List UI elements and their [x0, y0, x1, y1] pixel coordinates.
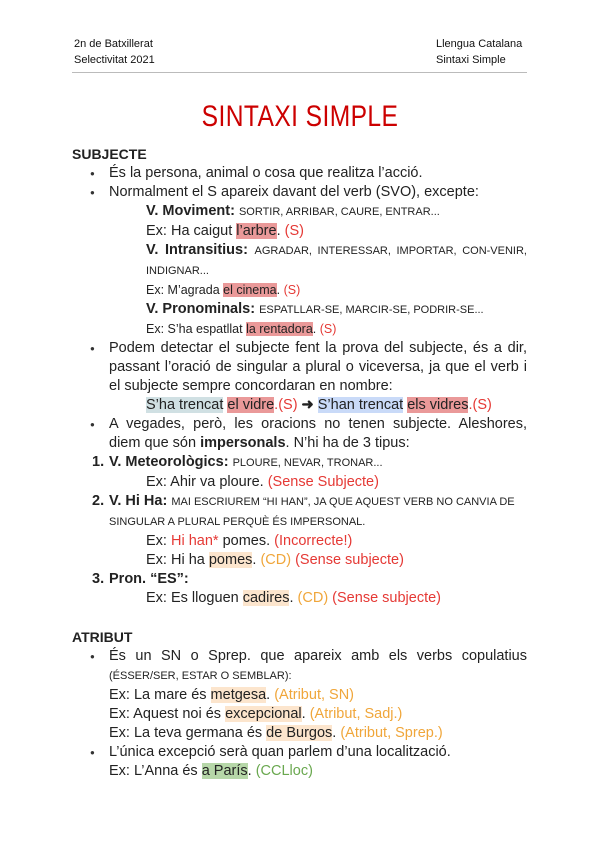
highlight-atribut: excepcional: [225, 706, 302, 722]
rule-text: MAI ESCRIUREM “HI HAN”, JA QUE AQUEST VERB NO CANVIA DE SINGULAR A PLURAL PERQUÈ ÉS IMPERSONAL.: [109, 496, 515, 528]
example-punct: .: [276, 283, 281, 297]
pron-es-example: [72, 589, 527, 608]
highlight-object: cadires: [242, 590, 290, 606]
example-punct: .: [332, 725, 337, 741]
incorrect-form: Hi han*: [170, 533, 219, 549]
example-punct: .: [266, 687, 271, 703]
highlight-subject: l’arbre: [236, 223, 277, 239]
function-tag: .(S): [468, 397, 492, 413]
item-number: 2.: [92, 493, 105, 509]
function-tag: (Incorrecte!): [270, 533, 353, 549]
section-heading-atribut: ATRIBUT: [72, 629, 133, 645]
atribut-example-3: [72, 724, 527, 743]
example-text: Ex:: [146, 533, 171, 549]
subject-test-example: [72, 396, 527, 415]
bullet-text: És un SN o Sprep. que apareix amb els verbs copulatius: [109, 648, 527, 664]
atribut-example-4: [72, 762, 527, 781]
header-subject: Llengua Catalana: [436, 38, 523, 50]
numbered-item-3: [72, 570, 527, 589]
example-text: Ex: La mare és: [109, 687, 211, 703]
numbered-item-1: [72, 453, 527, 473]
bullet-text: . N’hi ha de 3 tipus:: [285, 435, 410, 451]
function-tag: (S): [316, 322, 337, 336]
verb-type-label: V. Intransitius:: [146, 242, 248, 258]
verb-list: ESPATLLAR-SE, MARCIR-SE, PODRIR-SE...: [259, 304, 484, 316]
function-tag: (CD): [293, 590, 329, 606]
atribut-example-1: [72, 686, 527, 705]
header-left: [74, 36, 155, 68]
item-number: 1.: [92, 454, 105, 470]
highlight-subject: el cinema: [223, 283, 277, 297]
section-heading-subjecte: SUBJECTE: [72, 146, 147, 162]
bullet-impersonals: [72, 415, 527, 453]
example-punct: .: [276, 223, 281, 239]
highlight-subject: el vidre: [227, 397, 275, 413]
bullet-definition: [72, 164, 527, 183]
example-punct: .: [252, 552, 257, 568]
item-number: 3.: [92, 571, 105, 587]
bullet-atribut-exception: [72, 743, 527, 762]
example-punct: .: [289, 590, 294, 606]
highlight-object: pomes: [208, 552, 253, 568]
verb-list: (ÉSSER/SER, ESTAR O SEMBLAR):: [109, 670, 292, 682]
highlight-subject: la rentadora: [246, 322, 313, 336]
meteorologics-example: [72, 473, 527, 492]
example-punct: .: [247, 763, 252, 779]
pronominals-example: [72, 320, 527, 339]
highlight-subject: els vidres: [407, 397, 469, 413]
highlight-atribut: metgesa: [210, 687, 267, 703]
example-text: Ex: La teva germana és: [109, 725, 267, 741]
highlight-atribut: de Burgos: [266, 725, 333, 741]
function-tag: (S): [280, 283, 301, 297]
bullet-text: L’única excepció serà quan parlem d’una localització.: [109, 744, 451, 760]
function-tag: (S): [280, 223, 304, 239]
example-text: Ex: M’agrada: [146, 283, 224, 297]
intransitius-example: [72, 281, 527, 300]
header-right: [436, 36, 522, 68]
verb-type-label: V. Pronominals:: [146, 301, 256, 317]
verb-type-label: V. Meteorològics:: [109, 454, 229, 470]
verb-list: AGRADAR, INTERESSAR, IMPORTAR, CON-VENIR, INDIGNAR...: [146, 245, 527, 277]
function-tag: (Sense Subjecte): [263, 474, 379, 490]
bullet-subject-test: [72, 339, 527, 396]
function-tag: (CD): [256, 552, 292, 568]
function-tag: (Atribut, Sadj.): [305, 706, 403, 722]
arrow-icon: ➜: [297, 397, 318, 413]
bullet-text: Podem detectar el subjecte fent la prova del subjecte, és a dir, passant l’oració de singular a plural o viceversa, ja que el verb i el subjecte sempre concordaran en nombre:: [109, 340, 527, 394]
function-tag: (Sense subjecte): [291, 552, 404, 568]
function-tag: (Atribut, SN): [270, 687, 354, 703]
verb-type-label: Pron. “ES”:: [109, 571, 189, 587]
verb-type-label: V. Hi Ha:: [109, 493, 168, 509]
pronominals-line: [72, 300, 527, 320]
highlight-verb: S’ha trencat: [146, 397, 224, 413]
moviment-example: [72, 222, 527, 241]
moviment-line: [72, 202, 527, 222]
intransitius-line: [72, 241, 527, 281]
function-tag: (Sense subjecte): [328, 590, 441, 606]
example-text: Ex: Aquest noi és: [109, 706, 226, 722]
example-text: Ex: Es lloguen: [146, 590, 243, 606]
hi-ha-example-1: [72, 532, 527, 551]
verb-list: SORTIR, ARRIBAR, CAURE, ENTRAR...: [238, 206, 440, 218]
example-punct: .: [301, 706, 306, 722]
header-topic: Sintaxi Simple: [436, 54, 506, 66]
bullet-text: És la persona, animal o cosa que realitza l’acció.: [109, 165, 423, 181]
verb-type-label: V. Moviment:: [146, 203, 235, 219]
function-tag: (Atribut, Sprep.): [336, 725, 443, 741]
header-divider: [72, 72, 527, 73]
bullet-text: A vegades, però, les oracions no tenen subjecte. Aleshores, diem que són: [109, 416, 527, 451]
example-text: Ex: S’ha espatllat: [146, 322, 247, 336]
header-course: 2n de Batxillerat: [74, 38, 153, 50]
document-body: [72, 145, 527, 781]
bullet-svo: [72, 183, 527, 202]
bullet-atribut-definition: [72, 647, 527, 686]
highlight-verb: S’han trencat: [317, 397, 404, 413]
function-tag: (CCLloc): [251, 763, 313, 779]
section-gap: [72, 608, 527, 628]
numbered-item-2: [72, 492, 527, 532]
highlight-cclloc: a París: [201, 763, 248, 779]
example-text: Ex: L’Anna és: [109, 763, 202, 779]
example-punct: .: [312, 322, 317, 336]
atribut-example-2: [72, 705, 527, 724]
bullet-text: Normalment el S apareix davant del verb (SVO), excepte:: [109, 184, 479, 200]
example-text: Ex: Hi ha: [146, 552, 209, 568]
example-text: Ex: Ha caigut: [146, 223, 237, 239]
keyword: impersonals: [200, 435, 286, 451]
verb-list: PLOURE, NEVAR, TRONAR...: [232, 457, 383, 469]
example-text: pomes.: [218, 533, 271, 549]
function-tag: .(S): [274, 397, 298, 413]
hi-ha-example-2: [72, 551, 527, 570]
header-exam: Selectivitat 2021: [74, 54, 155, 66]
page-title: SINTAXI SIMPLE: [201, 100, 399, 133]
example-text: Ex: Ahir va ploure.: [146, 474, 264, 490]
